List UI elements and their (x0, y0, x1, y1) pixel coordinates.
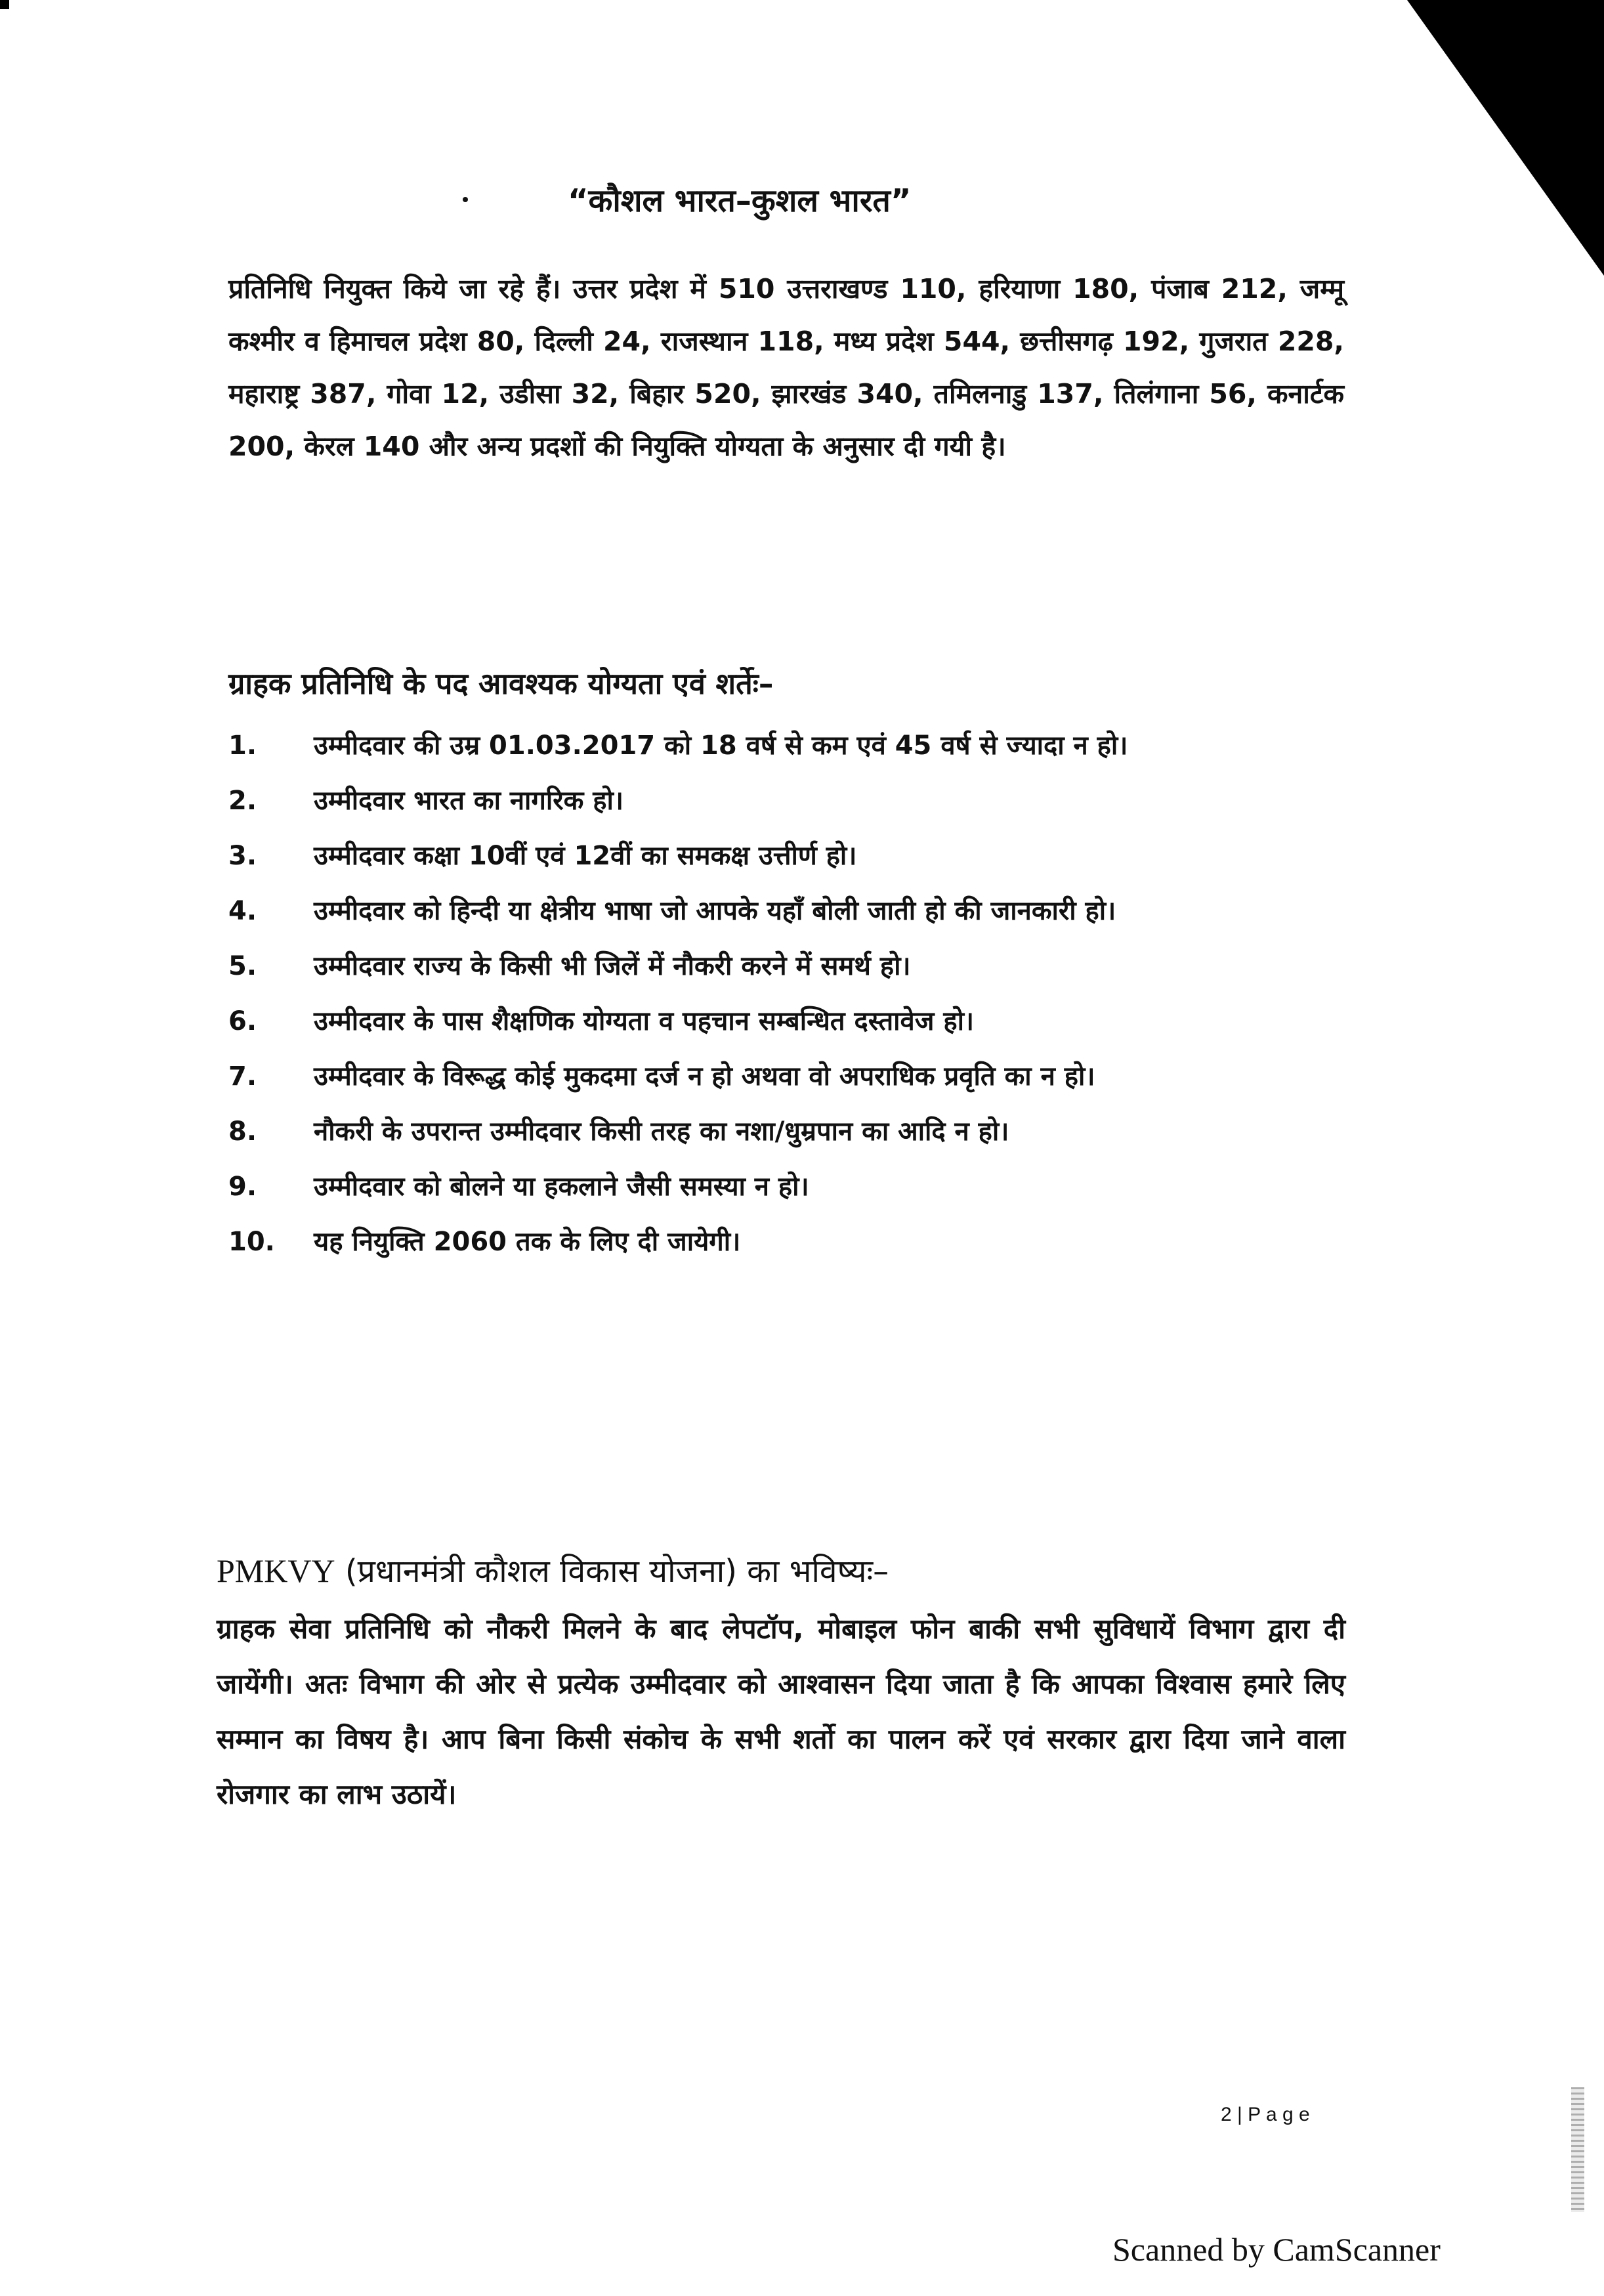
requirement-number: 5. (228, 951, 257, 981)
requirement-text: उम्मीदवार की उम्र 01.03.2017 को 18 वर्ष से कम एवं 45 वर्ष से ज्यादा न हो। (314, 731, 1128, 761)
requirement-text: उम्मीदवार कक्षा 10वीं एवं 12वीं का समकक्ष उत्तीर्ण हो। (314, 841, 857, 871)
requirement-number: 3. (228, 841, 257, 871)
document-title: “कौशल भारत–कुशल भारत” (568, 182, 912, 219)
requirement-number: 6. (228, 1006, 257, 1036)
requirement-item (228, 1053, 1344, 1100)
requirement-text: उम्मीदवार भारत का नागरिक हो। (314, 786, 624, 816)
requirements-list (228, 722, 1344, 1273)
scanner-watermark: Scanned by CamScanner (1112, 2231, 1441, 2268)
requirement-item (228, 777, 1344, 824)
pmkvy-heading-text: (प्रधानमंत्री कौशल विकास योजना) का भविष्यः– (335, 1553, 889, 1590)
header-bullet (463, 197, 468, 202)
pmkvy-acronym: PMKVY (217, 1552, 335, 1589)
requirement-text: उम्मीदवार को हिन्दी या क्षेत्रीय भाषा जो आपके यहाँ बोली जाती हो की जानकारी हो। (314, 896, 1116, 926)
requirement-item (228, 722, 1344, 769)
requirement-number: 8. (228, 1116, 257, 1147)
requirement-item (228, 1108, 1344, 1155)
requirement-item (228, 1163, 1344, 1210)
scan-corner-shadow (1407, 0, 1604, 276)
requirement-number: 10. (228, 1227, 275, 1257)
requirement-item (228, 887, 1344, 935)
requirement-item (228, 832, 1344, 880)
scan-edge-mark (0, 0, 9, 9)
requirement-text: उम्मीदवार को बोलने या हकलाने जैसी समस्या न हो। (314, 1172, 809, 1202)
pmkvy-paragraph: ग्राहक सेवा प्रतिनिधि को नौकरी मिलने के बाद लेपटॉप, मोबाइल फोन बाकी सभी सुविधायें विभाग द्वारा दी जायेंगी। अतः विभाग की ओर से प्रत्येक उम्मीदवार को आश्वासन दिया जाता है कि आपका विश्वास हमारे लिए सम्मान का विषय है। आप बिना किसी संकोच के सभी शर्तो का पालन करें एवं सरकार द्वारा दिया जाने वाला रोजगार का लाभ उठायें। (217, 1613, 1345, 1810)
requirement-text: यह नियुक्ति 2060 तक के लिए दी जायेगी। (314, 1227, 741, 1257)
requirement-text: नौकरी के उपरान्त उम्मीदवार किसी तरह का नशा/धुम्रपान का आदि न हो। (314, 1116, 1009, 1147)
requirement-text: उम्मीदवार राज्य के किसी भी जिलें में नौकरी करने में समर्थ हो। (314, 951, 911, 981)
requirement-text: उम्मीदवार के विरूद्ध कोई मुकदमा दर्ज न हो अथवा वो अपराधिक प्रवृति का न हो। (314, 1061, 1095, 1092)
requirement-number: 9. (228, 1172, 257, 1202)
requirement-item (228, 1218, 1344, 1265)
requirement-number: 4. (228, 896, 257, 926)
requirement-text: उम्मीदवार के पास शैक्षणिक योग्यता व पहचान सम्बन्धित दस्तावेज हो। (314, 1006, 975, 1036)
requirement-item (228, 998, 1344, 1045)
pmkvy-heading (217, 1549, 889, 1592)
page-number: 2 | P a g e (1221, 2104, 1310, 2125)
requirements-heading: ग्राहक प्रतिनिधि के पद आवश्यक योग्यता एवं शर्तेः– (228, 666, 774, 701)
requirement-number: 2. (228, 786, 257, 816)
requirement-item (228, 943, 1344, 990)
intro-paragraph: प्रतिनिधि नियुक्त किये जा रहे हैं। उत्तर प्रदेश में 510 उत्तराखण्ड 110, हरियाणा 180, पंजाब 212, जम्मू कश्मीर व हिमाचल प्रदेश 80, दिल्ली 24, राजस्थान 118, मध्य प्रदेश 544, छत्तीसगढ़ 192, गुजरात 228, महाराष्ट्र 387, गोवा 12, उडीसा 32, बिहार 520, झारखंड 340, तमिलनाडु 137, तिलंगाना 56, कनार्टक 200, केरल 140 और अन्य प्रदशों की नियुक्ति योग्यता के अनुसार दी गयी है। (228, 273, 1344, 462)
requirement-number: 7. (228, 1061, 257, 1092)
requirement-number: 1. (228, 731, 257, 761)
scan-edge-shadow (1571, 2087, 1584, 2212)
